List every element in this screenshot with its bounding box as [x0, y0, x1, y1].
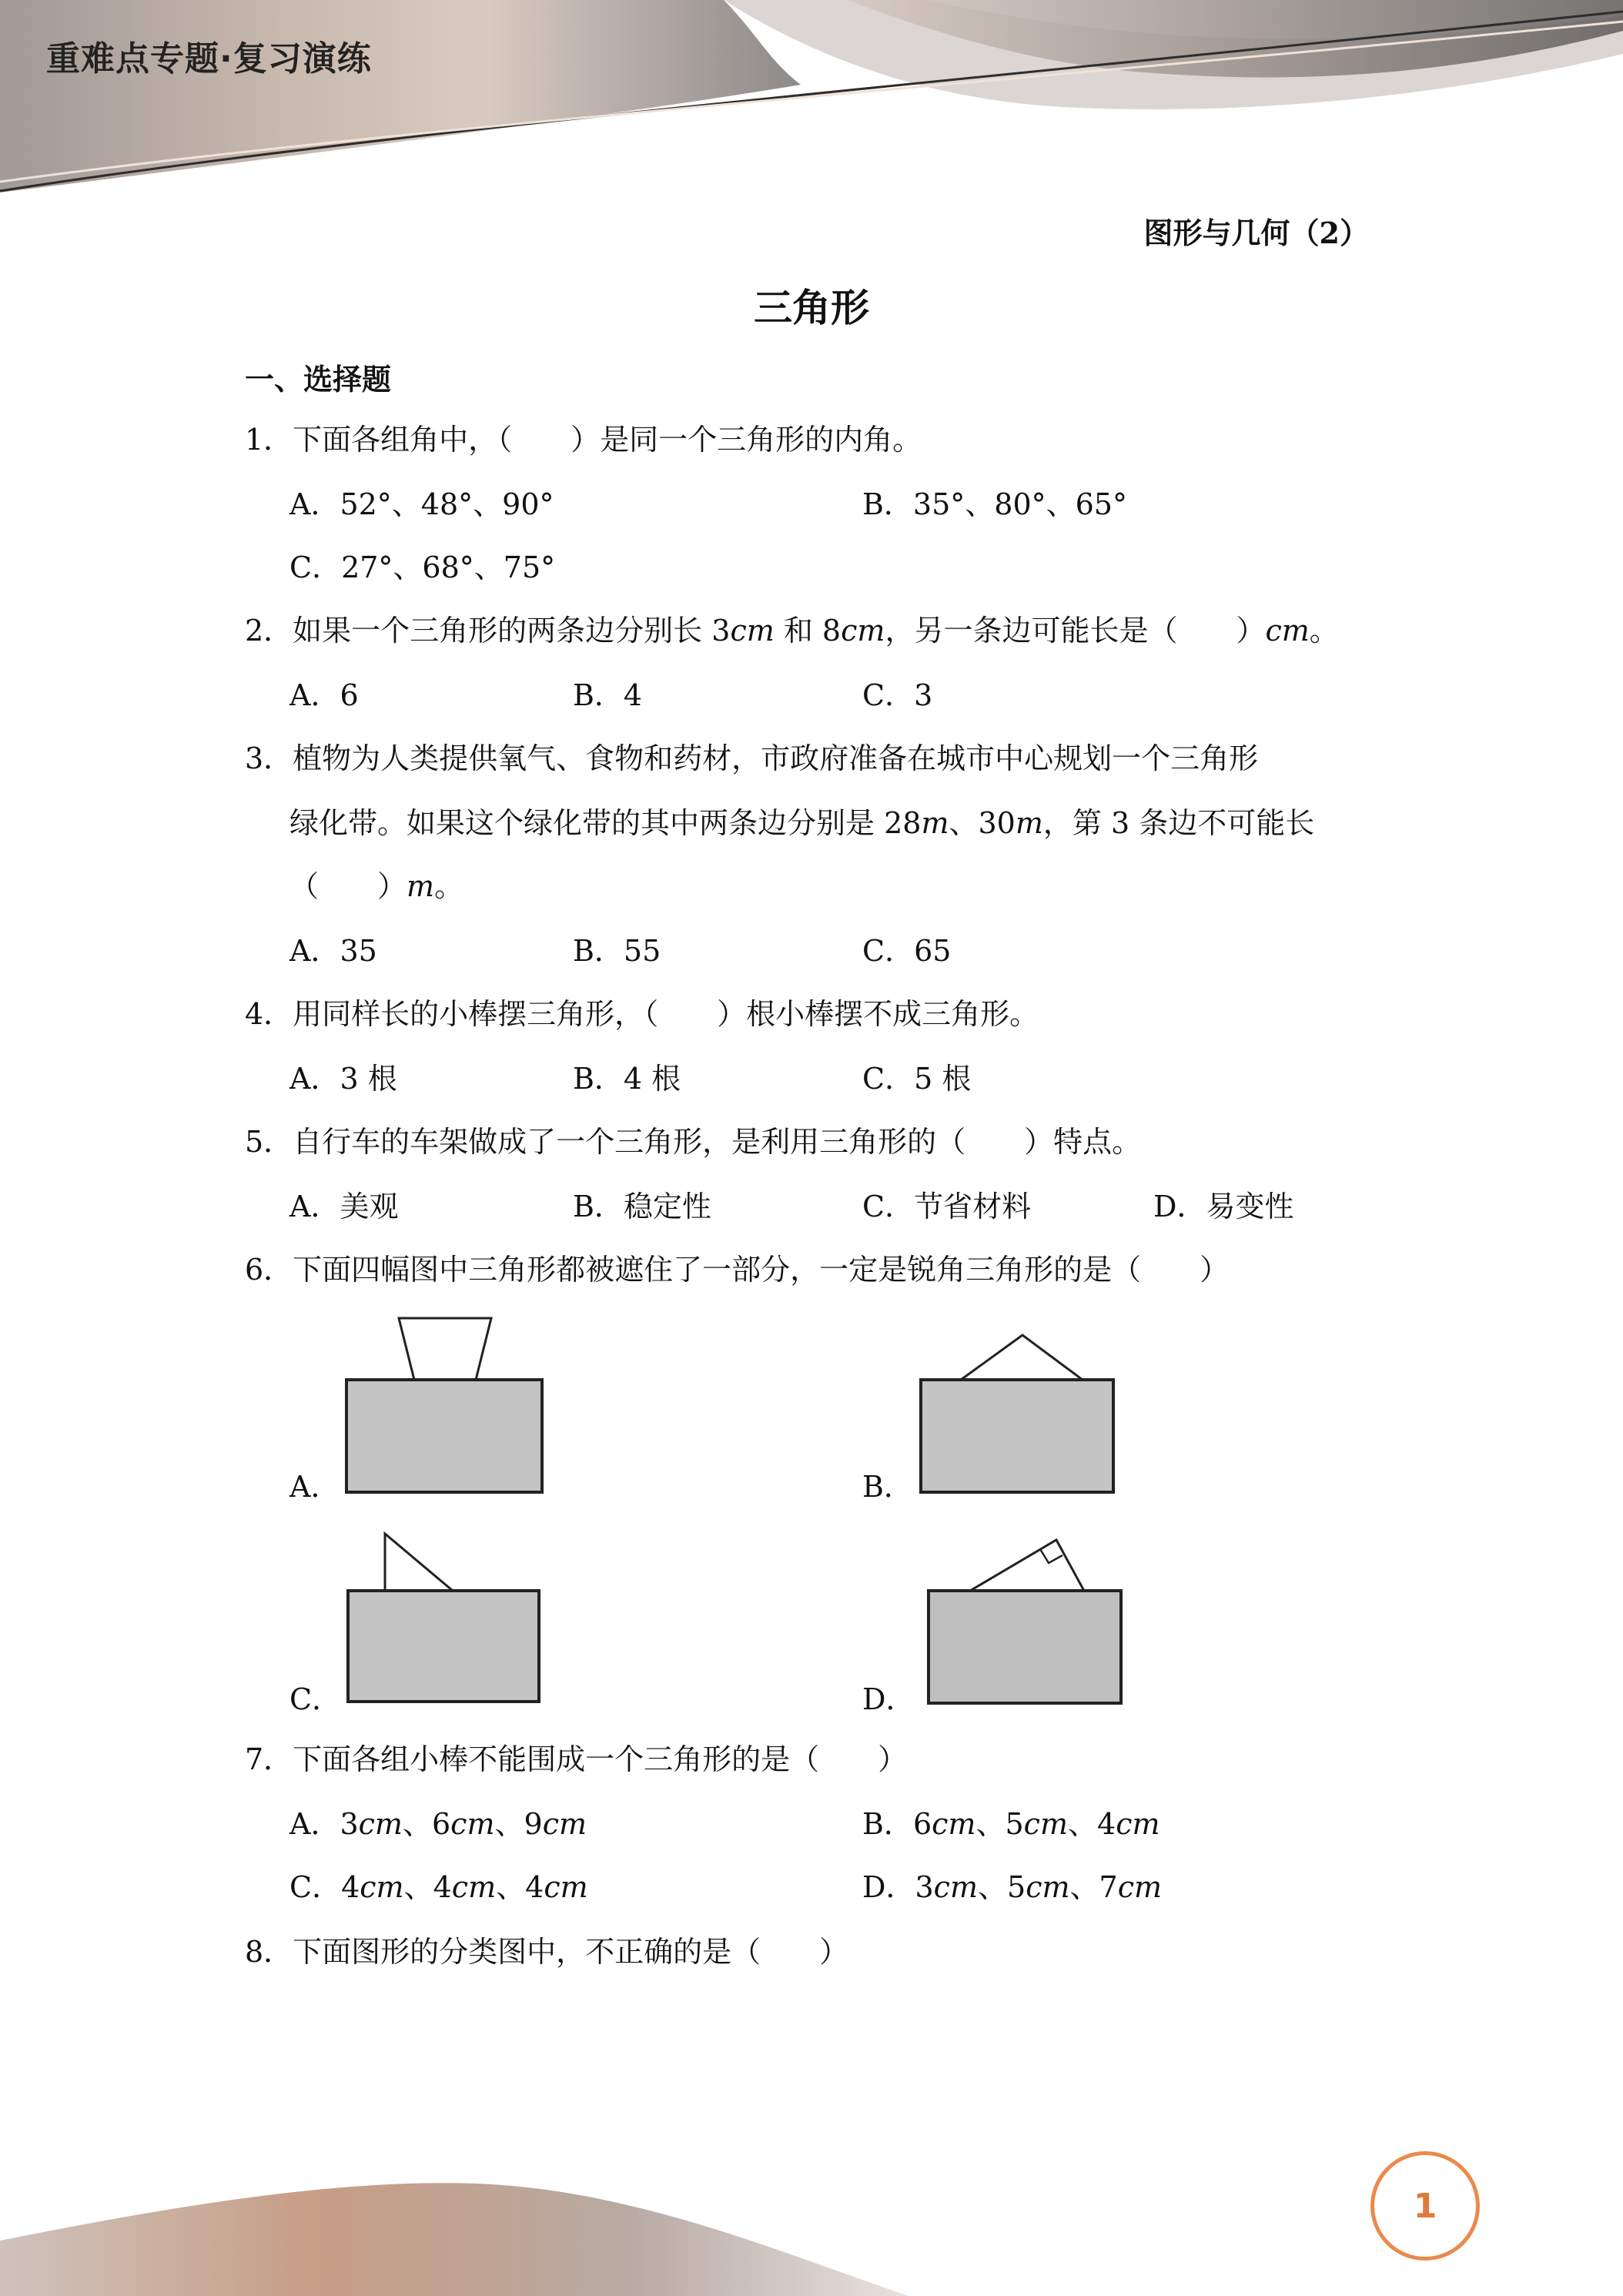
question-1-option-a: A．52°、48°、90°	[289, 487, 554, 521]
figure-b-covered-triangle	[912, 1324, 1119, 1500]
question-7-option-a: A．3cm、6cm、9cm	[289, 1807, 587, 1841]
page-number: 1	[1370, 2151, 1480, 2261]
part-heading: 一、选择题	[245, 362, 392, 397]
question-1-option-b: B．35°、80°、65°	[862, 487, 1127, 521]
question-3-line-3: （ ）m。	[289, 869, 464, 903]
figure-d-label: D．	[862, 1682, 915, 1716]
question-2-option-c: C．3	[862, 678, 933, 712]
question-3-option-c: C．65	[862, 934, 952, 968]
question-5-stem: 5．自行车的车架做成了一个三角形，是利用三角形的（ ）特点。	[245, 1125, 1142, 1159]
question-7-option-c: C．4cm、4cm、4cm	[289, 1870, 588, 1904]
question-5-option-b: B．稳定性	[573, 1190, 711, 1223]
figure-b-label: B．	[862, 1470, 913, 1504]
figure-a-covered-triangle	[339, 1309, 554, 1500]
question-3-line-1: 3．植物为人类提供氧气、食物和药材，市政府准备在城市中心规划一个三角形	[245, 741, 1259, 775]
question-2-stem: 2．如果一个三角形的两条边分别长 3cm 和 8cm，另一条边可能长是（ ）cm。	[245, 614, 1339, 648]
question-4-option-a: A．3 根	[289, 1062, 397, 1096]
question-6-stem: 6．下面四幅图中三角形都被遮住了一部分，一定是锐角三角形的是（ ）	[245, 1253, 1230, 1287]
question-4-stem: 4．用同样长的小棒摆三角形，（ ）根小棒摆不成三角形。	[245, 997, 1039, 1031]
question-3-option-b: B．55	[573, 934, 661, 968]
question-2-option-a: A．6	[289, 678, 359, 712]
figure-a-label: A．	[289, 1470, 340, 1504]
question-3-line-2: 绿化带。如果这个绿化带的其中两条边分别是 28m、30m，第 3 条边不可能长	[289, 806, 1315, 840]
question-3-option-a: A．35	[289, 934, 377, 968]
header-banner	[0, 0, 1623, 200]
question-5-option-d: D．易变性	[1153, 1190, 1294, 1223]
question-5-option-a: A．美观	[289, 1190, 399, 1223]
question-7-option-d: D．3cm、5cm、7cm	[862, 1870, 1163, 1904]
question-1-stem: 1．下面各组角中，（ ）是同一个三角形的内角。	[245, 423, 922, 457]
question-4-option-b: B．4 根	[573, 1062, 681, 1096]
document-title: 三角形	[754, 285, 869, 330]
question-7-option-b: B．6cm、5cm、4cm	[862, 1807, 1160, 1841]
section-label: 图形与几何（2）	[1143, 216, 1369, 250]
header-title: 重难点专题·复习演练	[46, 39, 372, 79]
question-5-option-c: C．节省材料	[862, 1190, 1032, 1223]
figure-d-covered-triangle	[918, 1526, 1133, 1708]
question-2-option-b: B．4	[573, 678, 643, 712]
question-1-option-c: C．27°、68°、75°	[289, 551, 556, 584]
figure-c-covered-triangle	[339, 1523, 554, 1708]
question-7-stem: 7．下面各组小棒不能围成一个三角形的是（ ）	[245, 1742, 908, 1776]
question-8-stem: 8．下面图形的分类图中，不正确的是（ ）	[245, 1935, 849, 1969]
question-4-option-c: C．5 根	[862, 1062, 972, 1096]
figure-c-label: C．	[289, 1682, 342, 1716]
